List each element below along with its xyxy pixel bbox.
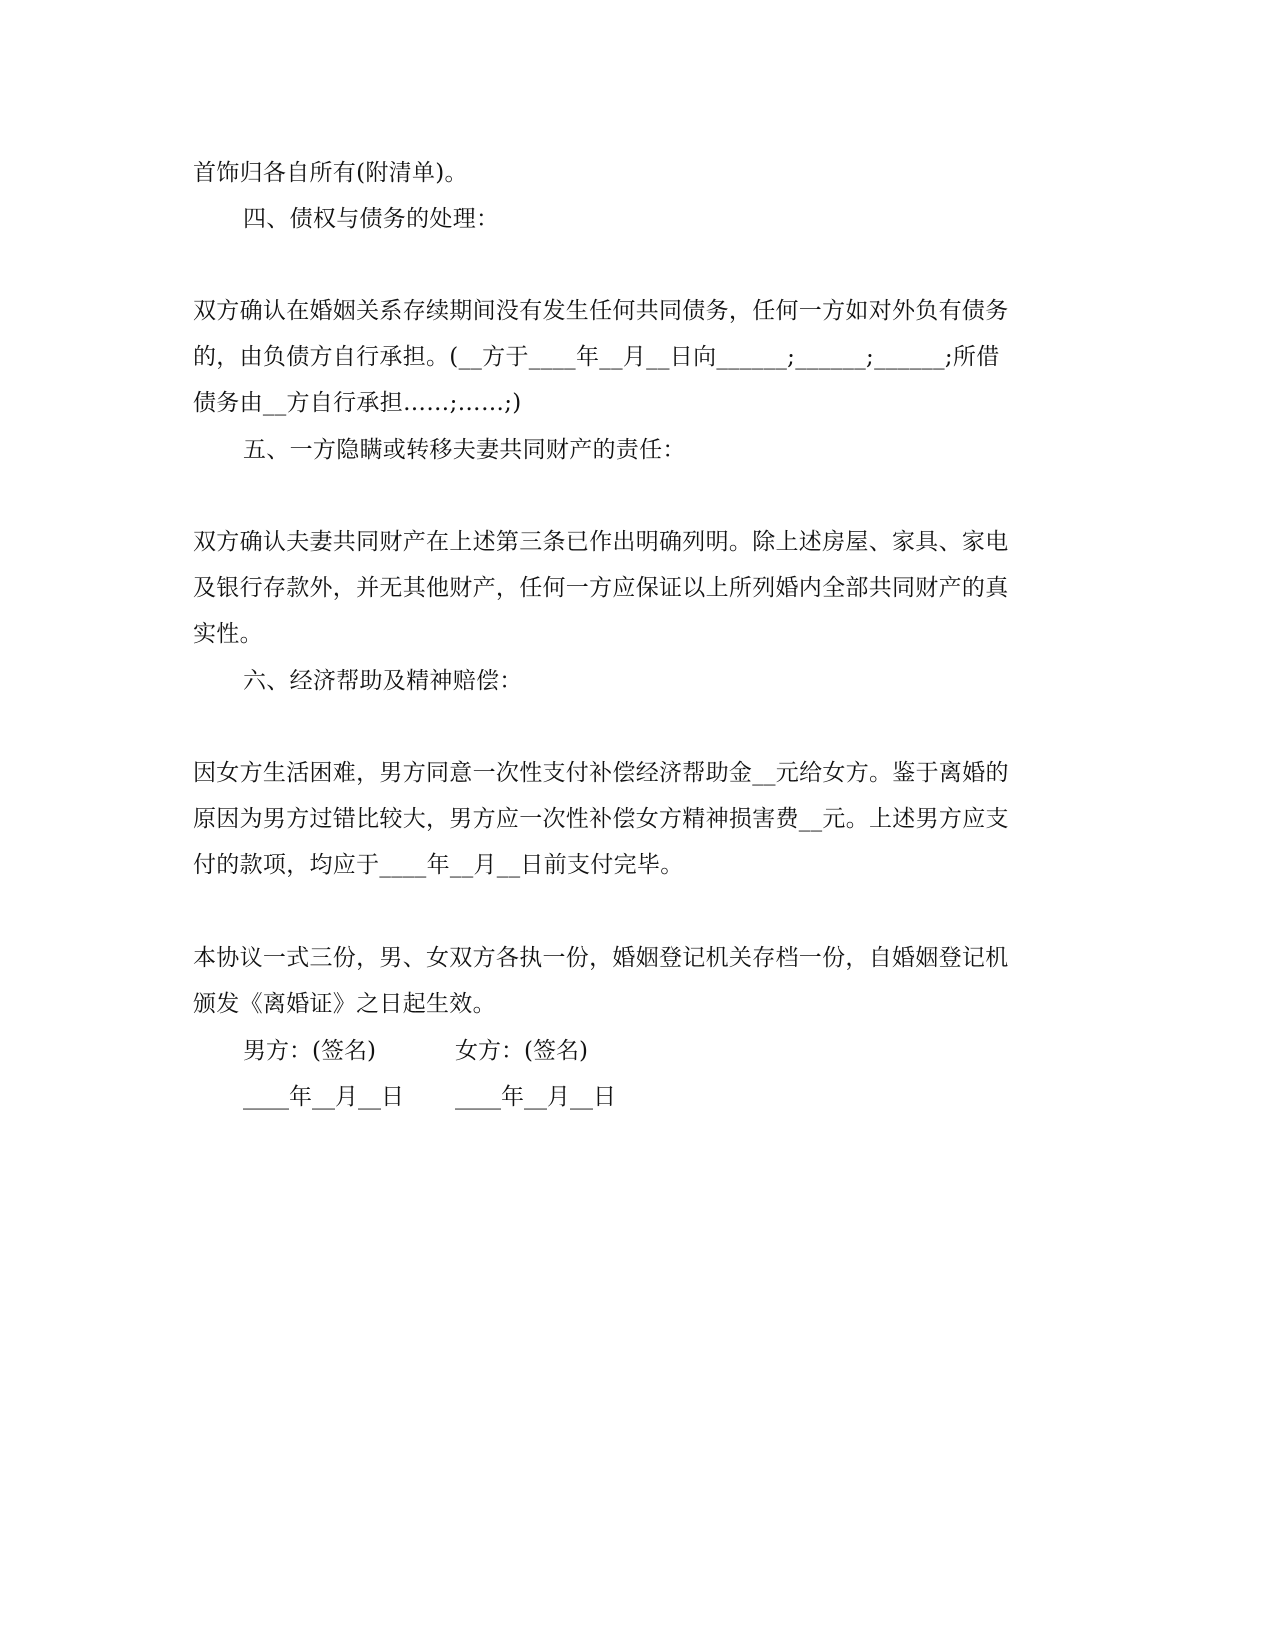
paragraph-line: 因女方生活困难，男方同意一次性支付补偿经济帮助金__元给女方。鉴于离婚的 [193, 760, 1009, 786]
paragraph-line: 本协议一式三份，男、女双方各执一份，婚姻登记机关存档一份，自婚姻登记机 [193, 945, 1009, 971]
paragraph-line: 付的款项，均应于____年__月__日前支付完毕。 [193, 852, 684, 878]
paragraph-line: 实性。 [193, 621, 263, 647]
paragraph-line: 双方确认在婚姻关系存续期间没有发生任何共同债务，任何一方如对外负有债务 [193, 298, 1009, 324]
paragraph-line: 债务由__方自行承担……;……;) [193, 390, 522, 416]
paragraph-line: 颁发《离婚证》之日起生效。 [193, 991, 496, 1017]
paragraph-line: 原因为男方过错比较大，男方应一次性补偿女方精神损害费__元。上述男方应支 [193, 806, 1009, 832]
paragraph-line: 及银行存款外，并无其他财产，任何一方应保证以上所列婚内全部共同财产的真 [193, 575, 1009, 601]
male-signature-label: 男方：(签名) [243, 1038, 376, 1064]
female-signature-label: 女方：(签名) [455, 1038, 588, 1064]
paragraph-line: 首饰归各自所有(附清单)。 [193, 160, 468, 186]
female-signature-date: ____年__月__日 [455, 1084, 616, 1110]
paragraph-line: 双方确认夫妻共同财产在上述第三条已作出明确列明。除上述房屋、家具、家电 [193, 529, 1009, 555]
male-signature-date: ____年__月__日 [243, 1084, 404, 1110]
section-heading-concealment: 五、一方隐瞒或转移夫妻共同财产的责任： [243, 437, 686, 463]
paragraph-line: 的，由负债方自行承担。(__方于____年__月__日向______;______;______;所借 [193, 344, 1000, 370]
section-heading-compensation: 六、经济帮助及精神赔偿： [243, 668, 523, 694]
section-heading-debts: 四、债权与债务的处理： [243, 206, 500, 232]
